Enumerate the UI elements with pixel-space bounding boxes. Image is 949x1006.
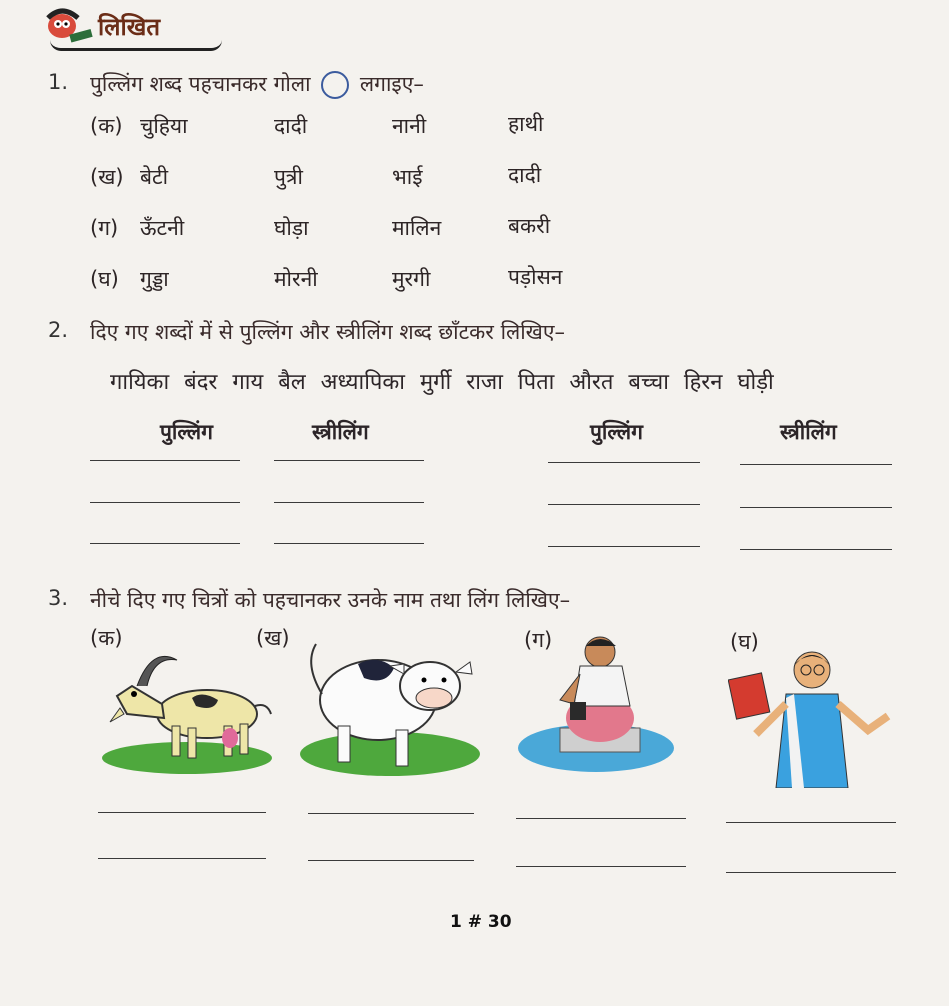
q1-word[interactable]: नानी	[392, 114, 427, 138]
q1-text-after: लगाइए–	[359, 72, 424, 96]
q2-text: दिए गए शब्दों में से पुल्लिंग और स्त्रीलिंग शब्द छाँटकर लिखिए–	[90, 320, 565, 344]
q1-number: 1.	[48, 70, 69, 94]
q3-label: (ख)	[256, 626, 290, 650]
title-underline	[50, 40, 222, 51]
q3-label: (क)	[90, 626, 123, 650]
section-title: लिखित	[98, 13, 161, 41]
q1-word[interactable]: मोरनी	[274, 267, 318, 291]
answer-line[interactable]	[90, 502, 240, 503]
answer-line[interactable]	[548, 504, 700, 505]
q1-text-before: पुल्लिंग शब्द पहचानकर गोला	[90, 72, 311, 96]
answer-line[interactable]	[740, 507, 892, 508]
q2-word-bank: गायिका बंदर गाय बैल अध्यापिका मुर्गी राजा पिता औरत बच्चा हिरन घोड़ी	[110, 370, 774, 395]
answer-line[interactable]	[98, 858, 266, 859]
q1-word[interactable]: मुरगी	[392, 267, 431, 291]
answer-line[interactable]	[548, 462, 700, 463]
answer-line[interactable]	[740, 549, 892, 550]
q1-word[interactable]: गुड्डा	[140, 267, 169, 291]
q2-number: 2.	[48, 318, 69, 342]
q1-word[interactable]: पड़ोसन	[508, 265, 563, 289]
answer-line[interactable]	[516, 866, 686, 867]
col-header-masculine: पुल्लिंग	[160, 420, 213, 444]
answer-line[interactable]	[740, 464, 892, 465]
q1-word[interactable]: ऊँटनी	[140, 216, 185, 240]
q1-word[interactable]: घोड़ा	[274, 216, 309, 240]
answer-line[interactable]	[274, 502, 424, 503]
section-header	[40, 6, 240, 48]
q1-word[interactable]: बेटी	[140, 165, 169, 189]
col-header-masculine: पुल्लिंग	[590, 420, 643, 444]
q1-text	[90, 70, 424, 99]
q1-row-label: (ख)	[90, 165, 124, 189]
q1-row-label: (क)	[90, 114, 123, 138]
page-number: 1 # 30	[450, 912, 512, 932]
circle-icon	[321, 71, 349, 99]
q3-label: (घ)	[730, 630, 759, 654]
q1-word[interactable]: बकरी	[508, 214, 551, 238]
answer-line[interactable]	[90, 460, 240, 461]
washerman-picture	[510, 632, 680, 782]
answer-line[interactable]	[274, 543, 424, 544]
answer-line[interactable]	[90, 543, 240, 544]
q1-word[interactable]: पुत्री	[274, 165, 303, 189]
q1-word[interactable]: हाथी	[508, 112, 544, 136]
q1-word[interactable]: दादी	[274, 114, 308, 138]
q1-row-label: (ग)	[90, 216, 119, 240]
goat-picture	[92, 646, 272, 782]
col-header-feminine: स्त्रीलिंग	[780, 420, 837, 444]
q3-text: नीचे दिए गए चित्रों को पहचानकर उनके नाम तथा लिंग लिखिए–	[90, 588, 571, 612]
answer-line[interactable]	[516, 818, 686, 819]
answer-line[interactable]	[308, 813, 474, 814]
answer-line[interactable]	[98, 812, 266, 813]
answer-line[interactable]	[274, 460, 424, 461]
q1-word[interactable]: भाई	[392, 165, 423, 189]
q3-label: (ग)	[524, 628, 553, 652]
q1-row-label: (घ)	[90, 267, 119, 291]
answer-line[interactable]	[726, 822, 896, 823]
q3-number: 3.	[48, 586, 69, 610]
col-header-feminine: स्त्रीलिंग	[312, 420, 369, 444]
answer-line[interactable]	[548, 546, 700, 547]
q1-word[interactable]: मालिन	[392, 216, 442, 240]
cow-picture	[298, 634, 488, 784]
woman-teacher-picture	[728, 648, 898, 788]
answer-line[interactable]	[308, 860, 474, 861]
q1-word[interactable]: दादी	[508, 163, 542, 187]
q1-word[interactable]: चुहिया	[140, 114, 188, 138]
answer-line[interactable]	[726, 872, 896, 873]
